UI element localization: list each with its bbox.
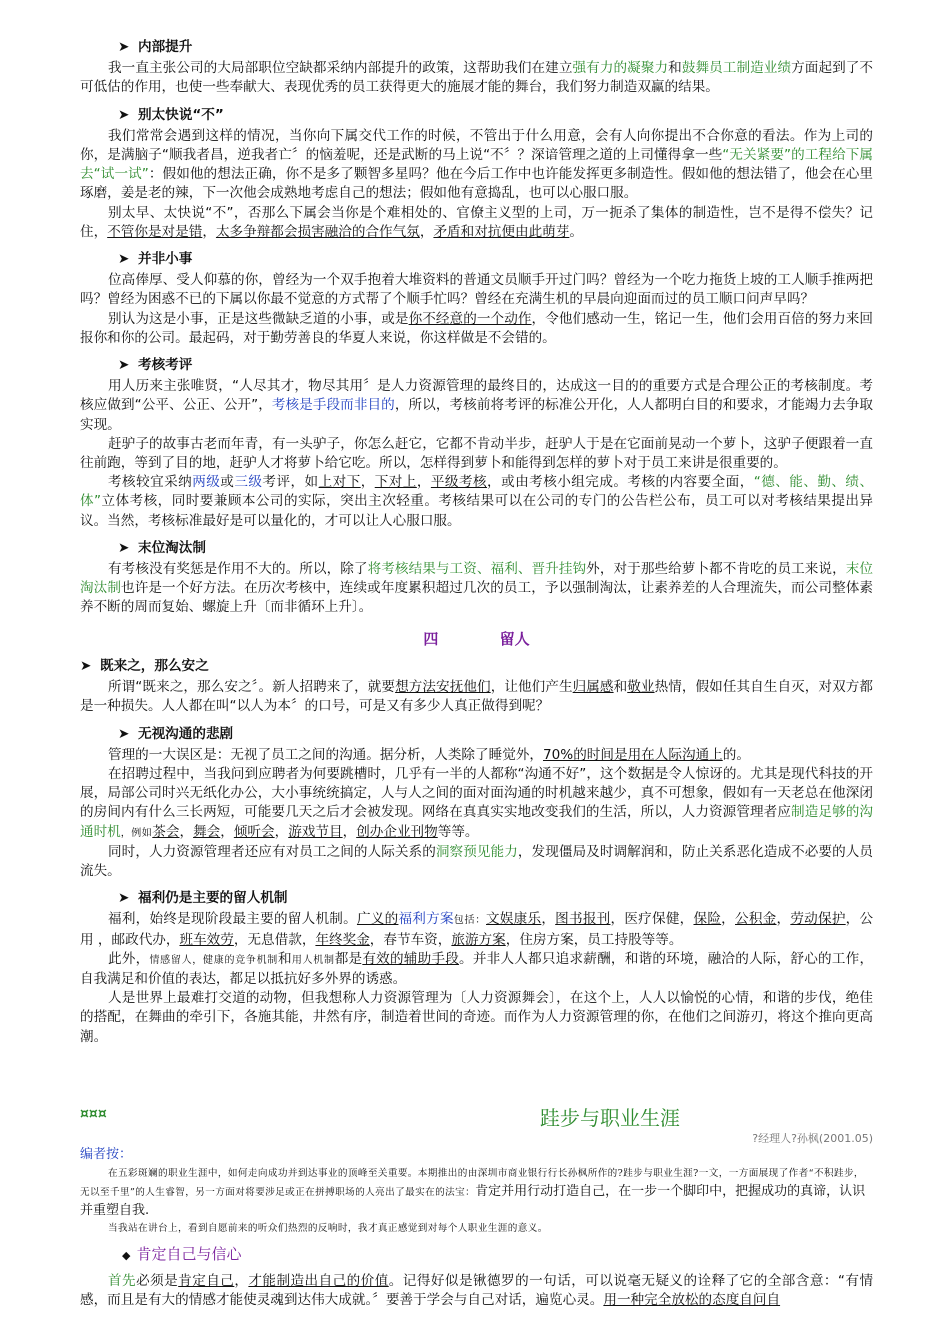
arrow-icon: ➤: [118, 890, 130, 907]
arrow-icon: ➤: [118, 539, 130, 556]
paragraph: 同时，人力资源管理者还应有对员工之间的人际关系的洞察预见能力，发现僵局及时调解润和，防止关系恶化造成不必要的人员流失。: [80, 843, 874, 879]
paragraph: 考核较宜采纳两级或三级考评，如上对下，下对上，平级考核，或由考核小组完成。考核的内容要全面，“德、能、勤、绩、体”立体考核，同时要兼顾本公司的实际，突出主次轻重。考核结果可以在公司的专门的公告栏公布，员工可以对考核结果提出异议。当然，考核标准最好是可以量化的，才可以让人心服口服。: [80, 474, 874, 529]
editor-paragraph: 当我站在讲台上，看到自愿前来的听众们热烈的反响时，我才真正感觉到对每个人职业生涯的意义。: [108, 1223, 548, 1234]
article-header: [80, 1102, 873, 1132]
paragraph: 所谓“既来之，那么安之〞。新人招聘来了，就要想方法安抚他们，让他们产生归属感和敬业热情，假如任其自生自灭，对双方都是一种损失。人人都在叫“以人为本〞的口号，可是又有多少人真正做得到呢？: [80, 679, 873, 715]
paragraph: 福利，始终是现阶段最主要的留人机制。广义的福利方案包括：文娱康乐，图书报刊，医疗保健，保险，公积金，劳动保护，公用 ，邮政代办，班车效劳，无息借款，年终奖金，春节车资，旅游方案，住房方案，员工持股等等。: [80, 911, 874, 948]
heading-assessment: ➤ 考核考评: [118, 356, 873, 375]
article-paragraph: 首先必须是肯定自己，才能制造出自己的价值。记得好似是锹德罗的一句话，可以说毫无疑义的诠释了它的全部含意：“有情感，而且是有大的情感才能使灵魂到达伟大成就。〞要善于学会与自己对话，遍览心灵。用一种完全放松的态度自问自: [80, 1273, 874, 1309]
paragraph: 在招聘过程中，当我问到应聘者为何要跳槽时，几乎有一半的人都称“沟通不好”，这个数据是令人惊讶的。尤其是现代科技的开展，局部公司时兴无纸化办公，大小事统统搞定，人与人之间的面对面沟通的时机越来越少，真不可想象，假如有一天老总在他深闭的房间内有什么三长两短，可能要几天之后才会被发现。网络在真真实实地改变我们的生活，所以，人力资源管理者应制造足够的沟通时机，例如茶会，舞会，倾听会，游戏节目，创办企业刊物等等。: [80, 765, 874, 840]
heading-dont-say-no: ➤ 别太快说“不”: [118, 106, 873, 125]
subheading-confidence: ◆ 肯定自己与信心: [122, 1245, 242, 1263]
paragraph: 位高俸厚、受人仰慕的你，曾经为一个双手抱着大堆资料的普通文员顺手开过门吗？曾经为一个吃力拖货上坡的工人顺手推两把吗？曾经为困惑不已的下属以你最不觉意的方式帮了个顺手忙吗？曾经在充满生机的早晨向迎面而过的员工顺口问声早吗？: [80, 272, 873, 308]
byline: ?经理人?孙枫(2001.05): [752, 1132, 873, 1145]
paragraph: 赶驴子的故事古老而年青，有一头驴子，你怎么赶它，它都不肯动半步，赶驴人于是在它面前晃动一个萝卜，这驴子便跟着一直往前跑，等到了目的地，赶驴人才将萝卜给它吃。所以，怎样得到萝卜和能得到怎样的萝卜对于员工来讲是很重要的。: [80, 435, 873, 472]
paragraph: 人是世界上最难打交道的动物，但我想称人力资源管理为〔人力资源舞会〕，在这个上，人人以愉悦的心情，和谐的步伐，绝佳的搭配，在舞曲的牵引下，各施其能，井然有序，制造着世间的奇迹。而作为人力资源管理的你，在他们之间游刃，将这个推向更高潮。: [80, 990, 873, 1045]
heading-communication: ➤ 无视沟通的悲剧: [118, 725, 873, 744]
arrow-icon: ➤: [118, 39, 130, 55]
paragraph: 有考核没有奖惩是作用不大的。所以，除了将考核结果与工资、福利、晋升挂钩外，对于那些给萝卜都不肯吃的员工来说，末位淘汰制也许是一个好方法。在历次考核中，连续或年度累积超过几次的员工，予以强制淘汰，让素养差的人合理流失，而公司整体素养不断的周而复始、螺旋上升〔而非循环上升〕。: [80, 561, 874, 616]
editor-paragraph: 在五彩斑斓的职业生涯中，如何走向成功并到达事业的顶峰至关重要。本期推出的由深圳市商业银行行长孙枫所作的?跬步与职业生涯?一文，一方面展现了作者“不积跬步，无以至千里”的人生睿智，另一方面对将要涉足或正在拼搏职场的人亮出了最实在的法宝：肯定并用行动打造自己，在一步一个脚印中，把握成功的真谛，认识并重塑自我.: [80, 1168, 866, 1218]
arrow-icon: ➤: [118, 251, 130, 268]
article-title: 跬步与职业生涯: [540, 1106, 680, 1130]
arrow-icon: ➤: [118, 106, 130, 123]
heading-elimination: ➤ 末位淘汰制: [118, 539, 873, 558]
paragraph: 我们常常会遇到这样的情况，当你向下属交代工作的时候，不管出于什么用意，会有人向你提出不合你意的看法。作为上司的你，是满脑子“顺我者昌，逆我者亡〞的恼羞呢，还是武断的马上说“不〞？深谙管理之道的上司懂得拿一些“无关紧要”的工程给下属去“试一试”：假如他的想法正确，你不是多了颗智多星吗？他在今后工作中也许能发挥更多制造性。假如他的想法错了，他会在心里琢磨，姜是老的辣，下一次他会成熟地考虑自己的想法；假如他有意捣乱，也可以心服口服。: [80, 127, 873, 202]
diamond-icon: ◆: [122, 1249, 131, 1262]
paragraph: 此外，情感留人，健康的竞争机制和用人机制都是有效的辅助手段。并非人人都只追求薪酬，和谐的环境，融洽的人际，舒心的工作，自我满足和价值的表达，都足以抵抗好多外界的诱惑。: [80, 950, 874, 987]
main-text: [80, 30, 873, 1047]
paragraph: 用人历来主张唯贤，“人尽其才，物尽其用〞是人力资源管理的最终目的，达成这一目的的重要方式是合理公正的考核制度。考核应做到“公平、公正、公开”，考核是手段而非目的，所以，考核前将考评的标准公开化，人人都明白目的和要求，才能竭力去争取实现。: [80, 378, 874, 433]
paragraph: 管理的一大误区是：无视了员工之间的沟通。据分析，人类除了睡觉外，70%的时间是用在人际沟通上的。: [108, 746, 750, 763]
heading-internal-promotion: ➤ 内部提升: [118, 38, 873, 57]
decorative-marks: ¤¤¤: [80, 1106, 107, 1122]
paragraph: 别认为这是小事，正是这些微缺乏道的小事，或是你不经意的一个动作，令他们感动一生，铭记一生，他们会用百倍的努力来回报你和你的公司。最起码，对于勤劳善良的华夏人来说，你这样做是不会错的。: [80, 310, 874, 346]
editor-note: [80, 1146, 873, 1238]
heading-settle: ➤ 既来之，那么安之: [80, 657, 873, 676]
heading-welfare: ➤ 福利仍是主要的留人机制: [118, 889, 873, 908]
paragraph: 我一直主张公司的大局部职位空缺都采纳内部提升的政策，这帮助我们在建立强有力的凝聚力和鼓舞员工制造业绩方面起到了不可低估的作用，也使一些奉献大、表现优秀的员工获得更大的施展才能的舞台，我们努力制造双赢的结果。: [80, 60, 874, 96]
section-title: 四 留人: [423, 629, 530, 648]
arrow-icon: ➤: [118, 725, 130, 742]
heading-not-small: ➤ 并非小事: [118, 250, 873, 269]
arrow-icon: ➤: [80, 657, 92, 674]
paragraph: 别太早、太快说“不”，否那么下属会当你是个难相处的、官僚主义型的上司，万一扼杀了集体的制造性，岂不是得不偿失？记住，不管你是对是错，太多争辩都会损害融洽的合作气氛，矛盾和对抗便由此萌芽。: [80, 204, 873, 240]
arrow-icon: ➤: [118, 357, 130, 374]
editor-label: 编者按：: [80, 1147, 133, 1162]
